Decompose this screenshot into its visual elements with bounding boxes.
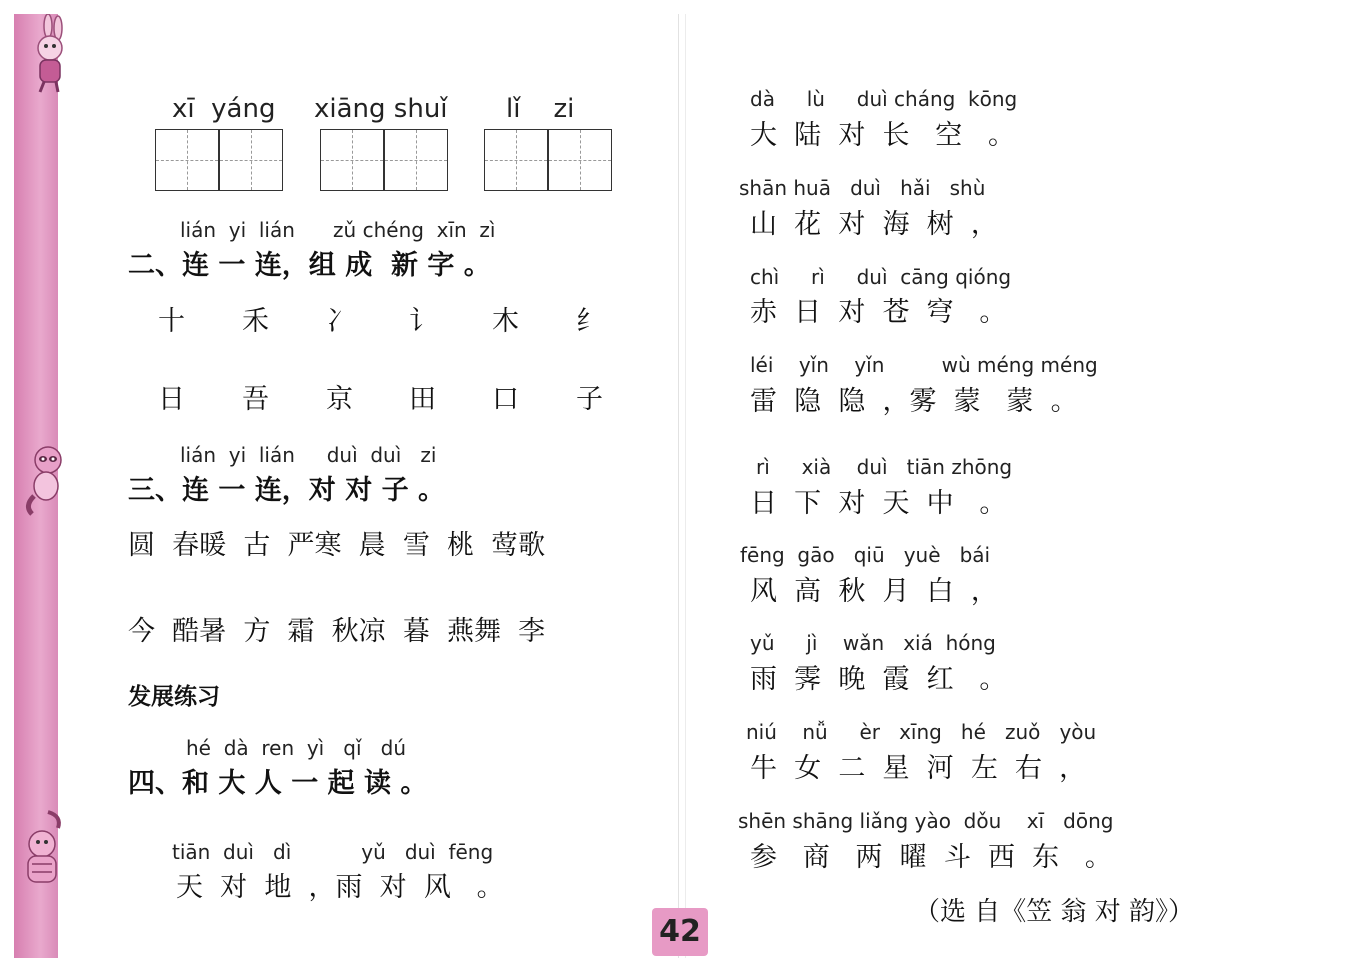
poem-line-pinyin: fēng gāo qiū yuè bái: [740, 543, 991, 567]
poem-line-text: 参 商 两 曜 斗 西 东 。: [750, 842, 1112, 873]
radical-item[interactable]: 讠: [409, 306, 436, 337]
poem-line-text: 雷 隐 隐 ，雾 蒙 蒙 。: [750, 386, 1078, 417]
develop-practice-title: 发展练习: [128, 684, 220, 710]
radical-item[interactable]: 木: [492, 306, 519, 337]
grid-pinyin-1: xī yáng: [172, 94, 276, 124]
grid-pinyin-3: lǐ zi: [506, 94, 575, 124]
poem-line-text: 日 下 对 天 中 。: [750, 488, 1007, 519]
poem-line-text: 大 陆 对 长 空 。: [750, 120, 1015, 151]
section2-heading: 二、连 一 连，组 成 新 字 。: [128, 250, 491, 281]
page-fold: [678, 14, 686, 958]
grid-pinyin-2: xiāng shuǐ: [314, 94, 448, 124]
poem-line-pinyin: tiān duì dì yǔ duì fēng: [172, 840, 494, 864]
section3-heading: 三、连 一 连，对 对 子 。: [128, 475, 445, 506]
poem-line-text: 山 花 对 海 树 ，: [750, 209, 998, 240]
poem-line-text: 牛 女 二 星 河 左 右 ，: [750, 753, 1087, 784]
component-item[interactable]: 口: [492, 384, 519, 415]
radical-item[interactable]: 十: [158, 306, 185, 337]
section4-pinyin: hé dà ren yì qǐ dú: [186, 736, 406, 760]
poem-line-text: 风 高 秋 月 白 ，: [750, 576, 998, 607]
couplet-row-1[interactable]: 圆 春暖 古 严寒 晨 雪 桃 莺歌: [128, 530, 546, 561]
poem-line-pinyin: shēn shāng liǎng yào dǒu xī dōng: [738, 809, 1114, 833]
poem-line-pinyin: dà lù duì cháng kōng: [750, 87, 1018, 111]
section2-pinyin: lián yi lián zǔ chéng xīn zì: [180, 218, 496, 242]
poem-line-pinyin: léi yǐn yǐn wù méng méng: [750, 353, 1098, 377]
poem-line-text: 赤 日 对 苍 穹 。: [750, 297, 1007, 328]
poem-line-pinyin: shān huā duì hǎi shù: [739, 176, 986, 200]
couplet-row-2[interactable]: 今 酷暑 方 霜 秋凉 暮 燕舞 李: [128, 616, 546, 647]
writing-cell[interactable]: [320, 129, 384, 191]
writing-cell[interactable]: [384, 129, 448, 191]
poem-line-pinyin: niú nǚ èr xīng hé zuǒ yòu: [746, 720, 1097, 744]
poem-line-pinyin: rì xià duì tiān zhōng: [756, 455, 1013, 479]
section4-heading: 四、和 大 人 一 起 读 。: [128, 768, 428, 799]
radical-item[interactable]: 纟: [576, 306, 603, 337]
tiger-mascot-icon: [18, 808, 68, 888]
rabbit-mascot-icon: [18, 14, 68, 94]
component-item[interactable]: 子: [576, 384, 603, 415]
poem-line-pinyin: chì rì duì cāng qióng: [750, 265, 1012, 289]
writing-cell[interactable]: [219, 129, 283, 191]
writing-cell[interactable]: [548, 129, 612, 191]
component-item[interactable]: 京: [326, 384, 353, 415]
poem-line-text: 天 对 地 ，雨 对 风 。: [176, 872, 504, 903]
component-item[interactable]: 日: [158, 384, 185, 415]
radical-item[interactable]: 禾: [242, 306, 269, 337]
section3-pinyin: lián yi lián duì duì zi: [180, 443, 437, 467]
component-item[interactable]: 吾: [242, 384, 269, 415]
poem-source: （选 自《笠 翁 对 韵》）: [914, 897, 1195, 927]
radical-item[interactable]: 冫: [326, 306, 353, 337]
writing-cell[interactable]: [484, 129, 548, 191]
component-item[interactable]: 田: [409, 384, 436, 415]
writing-cell[interactable]: [155, 129, 219, 191]
page-number: 42: [652, 908, 708, 956]
poem-line-text: 雨 霁 晚 霞 红 。: [750, 664, 1007, 695]
poem-line-pinyin: yǔ jì wǎn xiá hóng: [750, 631, 996, 655]
raccoon-mascot-icon: [18, 436, 68, 516]
